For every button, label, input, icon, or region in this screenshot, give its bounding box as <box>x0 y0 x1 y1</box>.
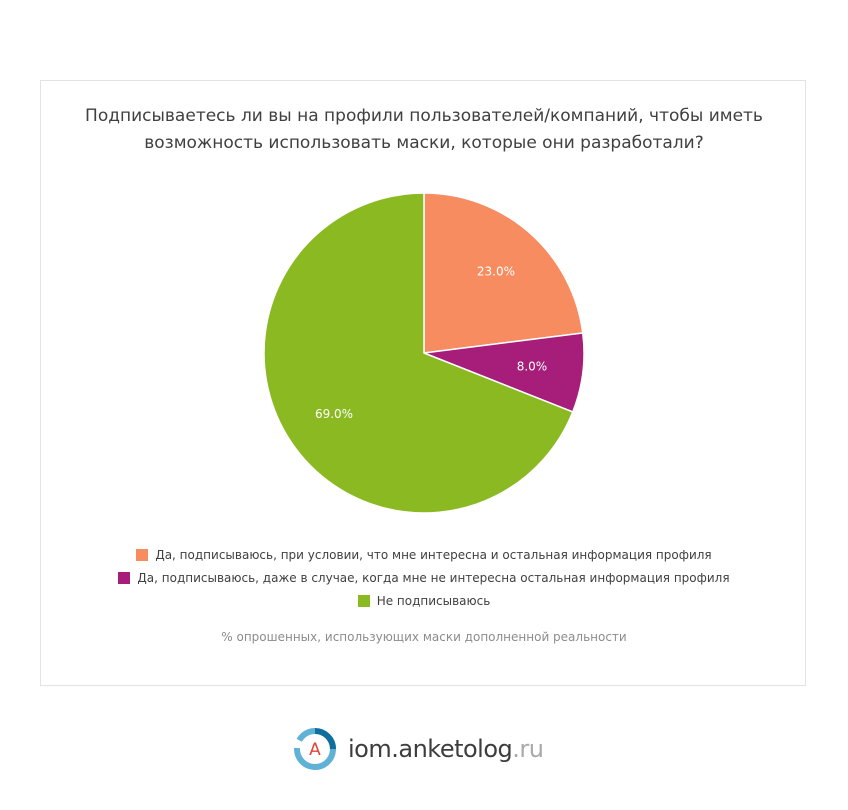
chart-title-line-2: возможность использовать маски, которые они разработали? <box>144 133 704 153</box>
chart-legend <box>41 543 807 612</box>
legend-swatch <box>118 572 130 584</box>
legend-item[interactable] <box>41 543 807 566</box>
slice-label: 69.0% <box>314 407 354 422</box>
legend-item[interactable] <box>41 566 807 589</box>
legend-label: Не подписываюсь <box>376 593 491 608</box>
legend-label: Да, подписываюсь, даже в случае, когда мне не интересна остальная информация профиля <box>137 570 730 585</box>
brand[interactable] <box>292 726 543 772</box>
legend-swatch <box>358 595 370 607</box>
chart-card <box>40 80 806 686</box>
legend-swatch <box>136 549 148 561</box>
legend-item[interactable] <box>41 589 807 612</box>
logo-letter: А <box>309 740 321 760</box>
anketolog-logo-icon <box>292 726 340 772</box>
pie-chart <box>41 81 807 541</box>
chart-title-line-1: Подписываетесь ли вы на профили пользователей/компаний, чтобы иметь <box>85 106 763 126</box>
brand-name: iom.anketolog.ru <box>348 735 544 763</box>
legend-label: Да, подписываюсь, при условии, что мне интересна и остальная информация профиля <box>155 547 712 562</box>
chart-caption: % опрошенных, использующих маски дополненной реальности <box>221 630 627 644</box>
slice-label: 8.0% <box>516 359 548 374</box>
slice-label: 23.0% <box>476 264 516 279</box>
